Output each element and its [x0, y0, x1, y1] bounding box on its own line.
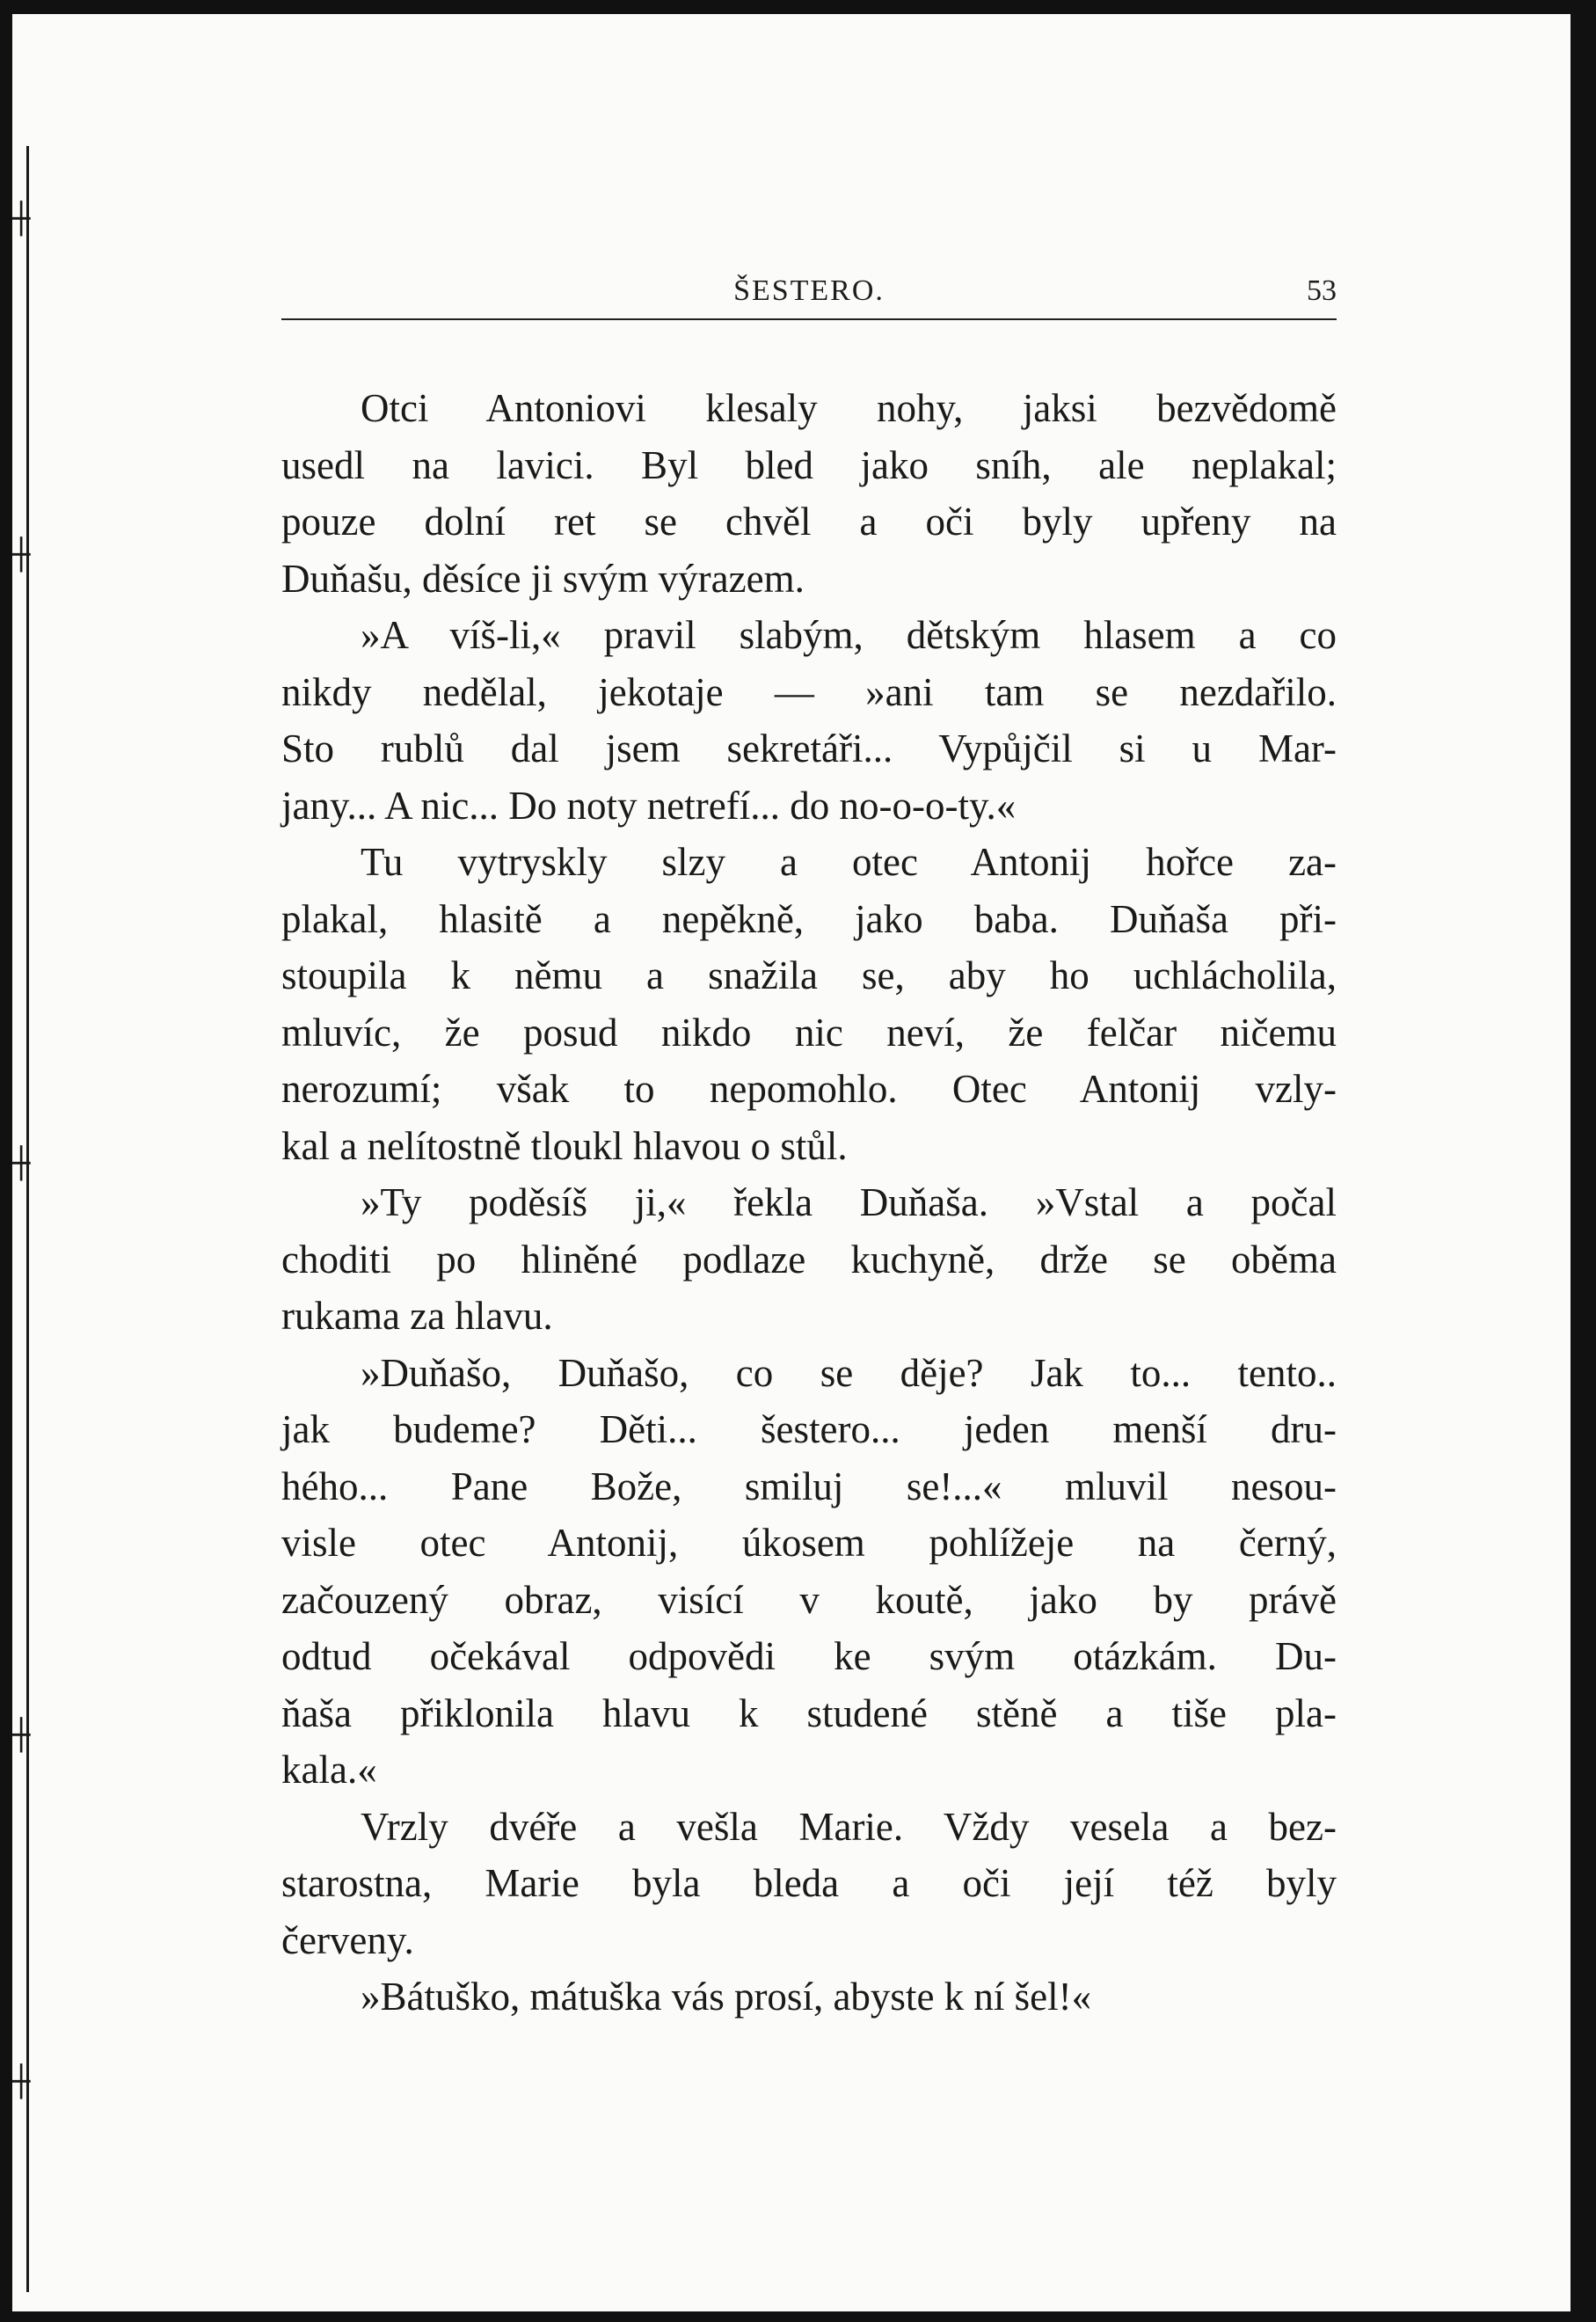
text-line: »Ty poděsíš ji,« řekla Duňaša. »Vstal a počal: [361, 1180, 1337, 1224]
running-header-title: ŠESTERO.: [733, 274, 885, 307]
running-header: [281, 267, 1337, 320]
text-line: starostna, Marie byla bleda a oči její též byly: [281, 1861, 1337, 1905]
text-line: mluvíc, že posud nikdo nic neví, že felčar ničemu: [281, 1010, 1337, 1055]
text-line: jak budeme? Děti... šestero... jeden menší dru-: [281, 1407, 1337, 1451]
text-line: Tu vytryskly slzy a otec Antonij hořce za-: [361, 840, 1337, 884]
paragraph: [281, 1345, 1337, 1799]
binding-stitch-mark: ┼: [12, 537, 31, 573]
text-line: plakal, hlasitě a nepěkně, jako baba. Duňaša při-: [281, 896, 1337, 941]
page-number: 53: [1307, 274, 1337, 307]
paragraph: [281, 1968, 1337, 2026]
text-line: »A víš-li,« pravil slabým, dětským hlasem a co: [361, 613, 1337, 657]
text-line: Vrzly dvéře a vešla Marie. Vždy vesela a bez-: [361, 1804, 1337, 1849]
binding-stitch-mark: ┼: [12, 201, 31, 237]
text-line: ňaša přiklonila hlavu k studené stěně a tiše pla-: [281, 1690, 1337, 1735]
text-line: kala.«: [281, 1748, 377, 1792]
text-line: kal a nelítostně tloukl hlavou o stůl.: [281, 1123, 848, 1168]
binding-stitch-mark: ┼: [12, 2064, 31, 2099]
text-line: nerozumí; však to nepomohlo. Otec Antonij vzly-: [281, 1067, 1337, 1111]
text-line: hého... Pane Bože, smiluj se!...« mluvil nesou-: [281, 1464, 1337, 1508]
text-line: začouzený obraz, visící v koutě, jako by právě: [281, 1577, 1337, 1622]
text-line: rukama za hlavu.: [281, 1294, 553, 1338]
book-page: [12, 14, 1570, 2311]
binding-stitch-mark: ┼: [12, 1146, 31, 1181]
body-text: [281, 380, 1337, 2026]
text-line: odtud očekával odpovědi ke svým otázkám. Du-: [281, 1634, 1337, 1678]
text-line: jany... A nic... Do noty netrefí... do no-o-o-ty.«: [281, 783, 1017, 828]
text-line: červeny.: [281, 1917, 414, 1962]
paragraph: [281, 607, 1337, 834]
paragraph: [281, 1174, 1337, 1345]
text-line: »Bátuško, mátuška vás prosí, abyste k ní šel!«: [361, 1975, 1092, 2019]
text-line: pouze dolní ret se chvěl a oči byly upřeny na: [281, 500, 1337, 544]
text-line: visle otec Antonij, úkosem pohlížeje na černý,: [281, 1521, 1337, 1565]
text-line: Sto rublů dal jsem sekretáři... Vypůjčil si u Mar-: [281, 727, 1337, 770]
text-line: Otci Antoniovi klesaly nohy, jaksi bezvědomě: [361, 386, 1337, 430]
text-line: nikdy nedělal, jekotaje — »ani tam se nezdařilo.: [281, 669, 1337, 714]
paragraph: [281, 834, 1337, 1174]
text-line: Duňašu, děsíce ji svým výrazem.: [281, 556, 805, 601]
binding-stitch-mark: ┼: [12, 1718, 31, 1753]
text-line: »Duňašo, Duňašo, co se děje? Jak to... tento..: [361, 1350, 1337, 1395]
binding-line: [26, 146, 29, 2292]
text-line: stoupila k němu a snažila se, aby ho uchlácholila,: [281, 953, 1337, 997]
text-line: choditi po hliněné podlaze kuchyně, drže se oběma: [281, 1237, 1337, 1281]
paragraph: [281, 380, 1337, 607]
paragraph: [281, 1799, 1337, 1969]
text-line: usedl na lavici. Byl bled jako sníh, ale neplakal;: [281, 442, 1337, 487]
